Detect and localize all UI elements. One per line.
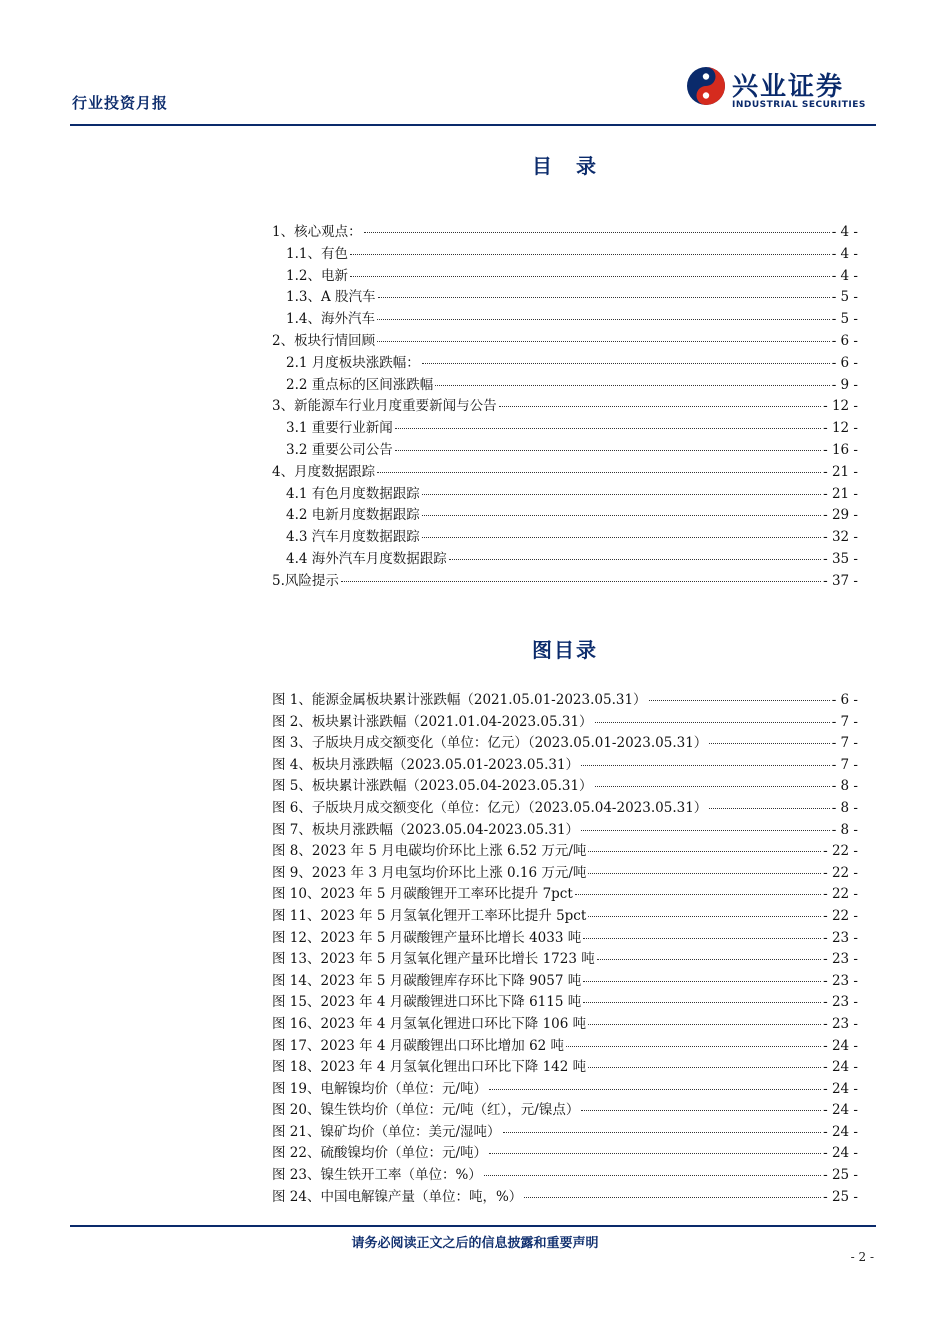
dot-leader <box>595 722 830 723</box>
logo-text-en: INDUSTRIAL SECURITIES <box>732 100 866 110</box>
dot-leader <box>709 743 829 744</box>
toc-entry[interactable] <box>272 416 858 438</box>
figure-entry-page: - 22 - <box>823 886 858 903</box>
toc-entry-title: 4.4 海外汽车月度数据跟踪 <box>286 550 447 567</box>
figure-entry-title: 图 18、2023 年 4 月氢氧化锂出口环比下降 142 吨 <box>272 1059 587 1076</box>
figure-entry-title: 图 12、2023 年 5 月碳酸锂产量环比增长 4033 吨 <box>272 929 582 946</box>
dot-leader <box>422 515 821 516</box>
toc-entry-title: 1.4、海外汽车 <box>286 311 375 328</box>
figure-entry[interactable] <box>272 774 858 796</box>
figure-entry[interactable] <box>272 688 858 710</box>
figure-entry-page: - 22 - <box>823 864 858 881</box>
dot-leader <box>575 894 821 895</box>
report-type-label: 行业投资月报 <box>72 94 169 112</box>
dot-leader <box>422 537 821 538</box>
dot-leader <box>377 472 821 473</box>
figure-entry[interactable] <box>272 904 858 926</box>
toc-entry-page: - 37 - <box>823 572 858 589</box>
dot-leader <box>341 581 821 582</box>
toc-entry[interactable] <box>272 242 858 264</box>
logo-mark-icon <box>686 66 726 106</box>
figure-entry[interactable] <box>272 1012 858 1034</box>
toc-entry-title: 2.1 月度板块涨跌幅： <box>286 354 420 371</box>
company-logo <box>686 64 876 114</box>
figure-entry[interactable] <box>272 839 858 861</box>
figure-entry-page: - 7 - <box>831 735 858 752</box>
toc-entry-page: - 6 - <box>831 354 858 371</box>
dot-leader <box>566 1046 821 1047</box>
toc-entry-page: - 32 - <box>823 529 858 546</box>
figure-entry[interactable] <box>272 947 858 969</box>
figure-entry-title: 图 4、板块月涨跌幅（2023.05.01-2023.05.31） <box>272 756 580 773</box>
figure-entry-page: - 23 - <box>823 994 858 1011</box>
toc-entry-page: - 4 - <box>831 267 858 284</box>
figure-entry-page: - 24 - <box>823 1145 858 1162</box>
figure-entry[interactable] <box>272 969 858 991</box>
figure-entry-title: 图 20、镍生铁均价（单位：元/吨（红），元/镍点） <box>272 1102 580 1119</box>
dot-leader <box>377 319 830 320</box>
toc-entry-title: 5.风险提示 <box>272 572 339 589</box>
dot-leader <box>350 254 830 255</box>
toc-entry[interactable] <box>272 307 858 329</box>
toc-entry-title: 4.1 有色月度数据跟踪 <box>286 485 420 502</box>
toc-entry-title: 1、核心观点： <box>272 224 362 240</box>
header-divider <box>70 124 876 126</box>
toc-entry-page: - 5 - <box>831 289 858 306</box>
dot-leader <box>709 808 829 809</box>
figure-entry-title: 图 1、能源金属板块累计涨跌幅（2021.05.01-2023.05.31） <box>272 692 647 708</box>
figure-entry-page: - 23 - <box>823 951 858 968</box>
dot-leader <box>588 1024 821 1025</box>
figure-entry[interactable] <box>272 882 858 904</box>
table-of-contents <box>272 220 858 591</box>
figure-entry[interactable] <box>272 753 858 775</box>
toc-entry-title: 1.1、有色 <box>286 245 348 262</box>
toc-title: 目 录 <box>532 154 598 178</box>
dot-leader <box>395 450 821 451</box>
figure-entry-page: - 24 - <box>823 1123 858 1140</box>
figure-entry-title: 图 5、板块累计涨跌幅（2023.05.04-2023.05.31） <box>272 778 593 795</box>
dot-leader <box>395 428 821 429</box>
dot-leader <box>422 363 830 364</box>
toc-entry[interactable] <box>272 329 858 351</box>
toc-entry-title: 4、月度数据跟踪 <box>272 463 376 480</box>
toc-entry-page: - 5 - <box>831 311 858 328</box>
dot-leader <box>350 276 830 277</box>
figure-entry-title: 图 22、硫酸镍均价（单位：元/吨） <box>272 1145 488 1162</box>
figure-entry-page: - 25 - <box>823 1167 858 1184</box>
figure-entry[interactable] <box>272 926 858 948</box>
figure-entry[interactable] <box>272 1077 858 1099</box>
dot-leader <box>489 1153 821 1154</box>
toc-entry[interactable] <box>272 525 858 547</box>
toc-entry[interactable] <box>272 373 858 395</box>
dot-leader <box>583 1002 821 1003</box>
dot-leader <box>595 786 830 787</box>
toc-entry-page: - 35 - <box>823 550 858 567</box>
dot-leader <box>435 385 829 386</box>
dot-leader <box>378 297 830 298</box>
dot-leader <box>583 981 821 982</box>
dot-leader <box>377 341 830 342</box>
figure-entry-title: 图 17、2023 年 4 月碳酸锂出口环比增加 62 吨 <box>272 1037 565 1054</box>
figure-entry-page: - 24 - <box>823 1059 858 1076</box>
figure-entry-title: 图 15、2023 年 4 月碳酸锂进口环比下降 6115 吨 <box>272 994 582 1011</box>
figure-entry-page: - 6 - <box>831 692 858 708</box>
dot-leader <box>581 1110 821 1111</box>
dot-leader <box>581 765 830 766</box>
dot-leader <box>583 938 821 939</box>
figure-entry[interactable] <box>272 1163 858 1185</box>
figure-entry-page: - 8 - <box>831 778 858 795</box>
figure-entry[interactable] <box>272 1141 858 1163</box>
figure-entry-title: 图 21、镍矿均价（单位：美元/湿吨） <box>272 1123 501 1140</box>
toc-entry[interactable] <box>272 351 858 373</box>
toc-entry[interactable] <box>272 547 858 569</box>
figure-entry-title: 图 2、板块累计涨跌幅（2021.01.04-2023.05.31） <box>272 713 593 730</box>
figure-entry[interactable] <box>272 818 858 840</box>
figure-entry-title: 图 14、2023 年 5 月碳酸锂库存环比下降 9057 吨 <box>272 972 582 989</box>
toc-entry-page: - 9 - <box>831 376 858 393</box>
footer-divider <box>70 1225 876 1227</box>
figure-entry-title: 图 13、2023 年 5 月氢氧化锂产量环比增长 1723 吨 <box>272 951 595 968</box>
figure-list <box>272 688 858 1206</box>
figure-entry-title: 图 8、2023 年 5 月电碳均价环比上涨 6.52 万元/吨 <box>272 843 587 860</box>
toc-entry-title: 3、新能源车行业月度重要新闻与公告 <box>272 398 497 415</box>
toc-entry-title: 1.2、电新 <box>286 267 348 284</box>
dot-leader <box>364 232 830 233</box>
figure-entry[interactable] <box>272 1034 858 1056</box>
figure-entry-page: - 22 - <box>823 843 858 860</box>
dot-leader <box>449 559 821 560</box>
page-number: - 2 - <box>850 1250 874 1264</box>
toc-entry[interactable] <box>272 569 858 591</box>
toc-entry-title: 4.2 电新月度数据跟踪 <box>286 507 420 524</box>
toc-entry-title: 3.2 重要公司公告 <box>286 441 393 458</box>
dot-leader <box>499 406 822 407</box>
toc-entry[interactable] <box>272 285 858 307</box>
figure-entry-page: - 7 - <box>831 756 858 773</box>
dot-leader <box>588 916 821 917</box>
figure-entry-page: - 23 - <box>823 972 858 989</box>
figure-entry-page: - 8 - <box>831 821 858 838</box>
figure-entry-page: - 24 - <box>823 1037 858 1054</box>
figure-entry[interactable] <box>272 1098 858 1120</box>
toc-entry-page: - 4 - <box>831 224 858 240</box>
toc-entry-title: 2.2 重点标的区间涨跌幅 <box>286 376 434 393</box>
dot-leader <box>581 830 830 831</box>
toc-entry-page: - 4 - <box>831 245 858 262</box>
toc-entry-page: - 29 - <box>823 507 858 524</box>
dot-leader <box>503 1132 822 1133</box>
toc-entry[interactable] <box>272 394 858 416</box>
toc-entry-page: - 12 - <box>823 398 858 415</box>
toc-entry-title: 1.3、A 股汽车 <box>286 289 376 306</box>
figure-entry[interactable] <box>272 796 858 818</box>
figure-entry[interactable] <box>272 1185 858 1207</box>
figure-entry-page: - 24 - <box>823 1102 858 1119</box>
figure-entry-page: - 8 - <box>831 799 858 816</box>
logo-text-cn: 兴业证券 <box>732 72 845 102</box>
figure-entry-title: 图 10、2023 年 5 月碳酸锂开工率环比提升 7pct <box>272 886 573 903</box>
figure-entry[interactable] <box>272 731 858 753</box>
figure-entry-title: 图 11、2023 年 5 月氢氧化锂开工率环比提升 5pct <box>272 907 587 924</box>
figure-entry[interactable] <box>272 1120 858 1142</box>
dot-leader <box>489 1089 821 1090</box>
toc-entry[interactable] <box>272 460 858 482</box>
figure-entry[interactable] <box>272 990 858 1012</box>
figure-entry-title: 图 19、电解镍均价（单位：元/吨） <box>272 1080 488 1097</box>
figure-list-title: 图目录 <box>532 638 598 662</box>
figure-entry-page: - 23 - <box>823 1015 858 1032</box>
figure-entry-title: 图 24、中国电解镍产量（单位：吨，%） <box>272 1188 523 1205</box>
dot-leader <box>649 700 830 701</box>
toc-entry-page: - 12 - <box>823 420 858 437</box>
toc-entry[interactable] <box>272 482 858 504</box>
figure-entry-page: - 24 - <box>823 1080 858 1097</box>
figure-entry-title: 图 9、2023 年 3 月电氢均价环比上涨 0.16 万元/吨 <box>272 864 587 881</box>
figure-entry-page: - 23 - <box>823 929 858 946</box>
dot-leader <box>588 873 821 874</box>
toc-entry-title: 4.3 汽车月度数据跟踪 <box>286 529 420 546</box>
figure-entry[interactable] <box>272 1055 858 1077</box>
dot-leader <box>422 494 821 495</box>
toc-entry-page: - 16 - <box>823 441 858 458</box>
toc-entry-page: - 21 - <box>823 463 858 480</box>
figure-entry-page: - 22 - <box>823 907 858 924</box>
toc-entry-page: - 6 - <box>831 332 858 349</box>
dot-leader <box>588 851 821 852</box>
figure-entry[interactable] <box>272 710 858 732</box>
figure-entry-title: 图 7、板块月涨跌幅（2023.05.04-2023.05.31） <box>272 821 580 838</box>
dot-leader <box>588 1067 821 1068</box>
toc-entry[interactable] <box>272 438 858 460</box>
dot-leader <box>597 959 821 960</box>
figure-entry-title: 图 23、镍生铁开工率（单位：%） <box>272 1167 482 1184</box>
disclaimer-note: 请务必阅读正文之后的信息披露和重要声明 <box>351 1236 599 1251</box>
toc-entry[interactable] <box>272 264 858 286</box>
dot-leader <box>524 1197 821 1198</box>
figure-entry-title: 图 3、子版块月成交额变化（单位：亿元）（2023.05.01-2023.05.31） <box>272 735 708 752</box>
figure-entry-page: - 7 - <box>831 713 858 730</box>
figure-entry[interactable] <box>272 861 858 883</box>
figure-entry-title: 图 16、2023 年 4 月氢氧化锂进口环比下降 106 吨 <box>272 1015 587 1032</box>
dot-leader <box>484 1175 821 1176</box>
figure-entry-page: - 25 - <box>823 1188 858 1205</box>
toc-entry-page: - 21 - <box>823 485 858 502</box>
toc-entry[interactable] <box>272 220 858 242</box>
figure-entry-title: 图 6、子版块月成交额变化（单位：亿元）（2023.05.04-2023.05.31） <box>272 799 708 816</box>
toc-entry-title: 2、板块行情回顾 <box>272 332 376 349</box>
toc-entry[interactable] <box>272 503 858 525</box>
toc-entry-title: 3.1 重要行业新闻 <box>286 420 393 437</box>
